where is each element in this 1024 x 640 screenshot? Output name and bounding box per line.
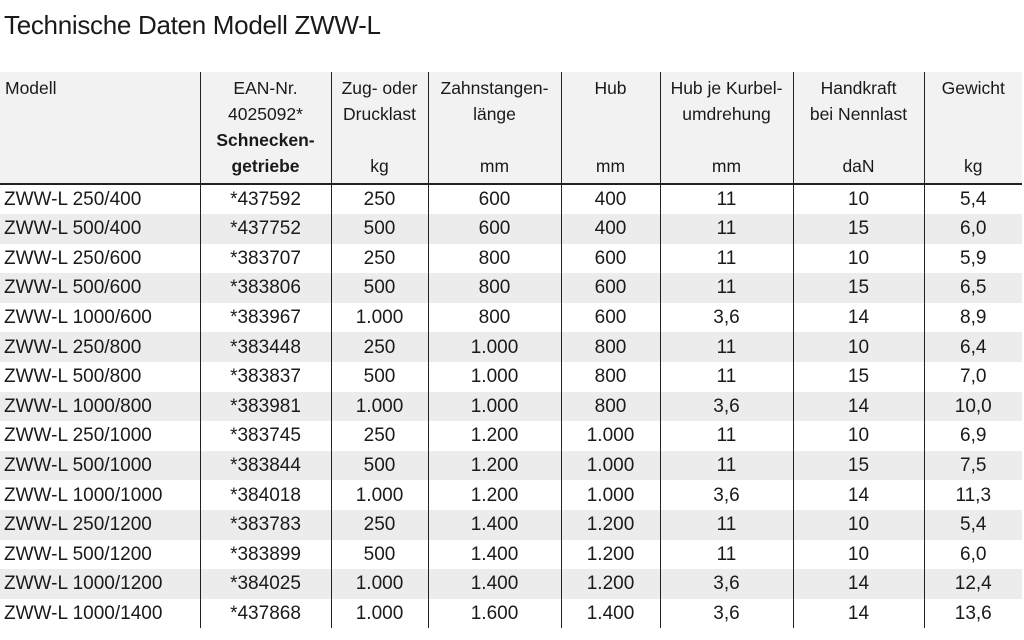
cell-zahnstangenlaenge: 1.400 <box>428 540 561 570</box>
cell-zahnstangenlaenge: 1.600 <box>428 599 561 629</box>
column-header-label: Gewicht <box>941 78 1005 98</box>
cell-hub-je-kurbelumdrehung: 3,6 <box>660 599 793 629</box>
cell-hub: 1.200 <box>561 540 660 570</box>
table-row <box>0 244 1022 274</box>
cell-ean-nr: *437752 <box>200 214 331 244</box>
column-header-label: Hub <box>594 78 627 98</box>
cell-hub-je-kurbelumdrehung: 11 <box>660 244 793 274</box>
cell-hub-je-kurbelumdrehung: 11 <box>660 451 793 481</box>
cell-modell: ZWW-L 500/600 <box>4 277 142 299</box>
column-header-gewicht <box>924 72 1022 184</box>
cell-zug-oder-drucklast: 500 <box>331 362 428 392</box>
table-row <box>0 451 1022 481</box>
column-header-subtitle: Schnecken- getriebe <box>216 130 315 176</box>
cell-modell: ZWW-L 1000/600 <box>4 307 152 329</box>
cell-hub: 800 <box>561 362 660 392</box>
cell-modell: ZWW-L 250/1200 <box>4 514 152 536</box>
cell-zahnstangenlaenge: 800 <box>428 303 561 333</box>
cell-gewicht: 6,4 <box>924 332 1022 362</box>
column-header-ean-nr <box>200 72 331 184</box>
cell-handkraft: 10 <box>793 540 924 570</box>
column-header-hub <box>561 72 660 184</box>
table-row <box>0 569 1022 599</box>
cell-gewicht: 6,0 <box>924 214 1022 244</box>
cell-ean-nr: *383783 <box>200 510 331 540</box>
cell-modell: ZWW-L 1000/1200 <box>4 573 163 595</box>
column-unit: mm <box>479 156 510 176</box>
cell-zahnstangenlaenge: 1.400 <box>428 569 561 599</box>
cell-modell: ZWW-L 500/800 <box>4 366 142 388</box>
column-header-label: Zahnstangen- länge <box>440 78 549 124</box>
cell-handkraft: 15 <box>793 451 924 481</box>
table-row <box>0 273 1022 303</box>
cell-handkraft: 10 <box>793 421 924 451</box>
cell-handkraft: 10 <box>793 184 924 214</box>
cell-hub-je-kurbelumdrehung: 3,6 <box>660 392 793 422</box>
cell-gewicht: 8,9 <box>924 303 1022 333</box>
cell-hub-je-kurbelumdrehung: 3,6 <box>660 480 793 510</box>
cell-zahnstangenlaenge: 1.200 <box>428 421 561 451</box>
cell-hub: 600 <box>561 273 660 303</box>
cell-zahnstangenlaenge: 600 <box>428 214 561 244</box>
cell-hub-je-kurbelumdrehung: 11 <box>660 184 793 214</box>
cell-modell: ZWW-L 1000/800 <box>4 395 152 417</box>
table-row <box>0 303 1022 333</box>
cell-zug-oder-drucklast: 1.000 <box>331 599 428 629</box>
cell-hub-je-kurbelumdrehung: 11 <box>660 332 793 362</box>
cell-gewicht: 5,4 <box>924 184 1022 214</box>
cell-handkraft: 14 <box>793 569 924 599</box>
cell-handkraft: 10 <box>793 510 924 540</box>
cell-hub: 600 <box>561 244 660 274</box>
column-header-label: Modell <box>5 78 57 98</box>
cell-ean-nr: *383745 <box>200 421 331 451</box>
cell-gewicht: 6,0 <box>924 540 1022 570</box>
cell-ean-nr: *383837 <box>200 362 331 392</box>
cell-ean-nr: *383448 <box>200 332 331 362</box>
cell-gewicht: 5,4 <box>924 510 1022 540</box>
column-unit: daN <box>842 156 875 176</box>
cell-zahnstangenlaenge: 1.000 <box>428 332 561 362</box>
cell-hub: 1.000 <box>561 480 660 510</box>
table-row <box>0 332 1022 362</box>
cell-zahnstangenlaenge: 1.000 <box>428 392 561 422</box>
column-unit: mm <box>595 156 626 176</box>
cell-handkraft: 15 <box>793 362 924 392</box>
cell-gewicht: 7,0 <box>924 362 1022 392</box>
cell-zug-oder-drucklast: 250 <box>331 421 428 451</box>
cell-gewicht: 12,4 <box>924 569 1022 599</box>
cell-modell: ZWW-L 250/800 <box>4 336 142 358</box>
cell-zug-oder-drucklast: 250 <box>331 184 428 214</box>
cell-handkraft: 15 <box>793 214 924 244</box>
cell-hub-je-kurbelumdrehung: 3,6 <box>660 303 793 333</box>
cell-zahnstangenlaenge: 600 <box>428 184 561 214</box>
cell-zahnstangenlaenge: 1.200 <box>428 451 561 481</box>
cell-gewicht: 5,9 <box>924 244 1022 274</box>
cell-ean-nr: *437868 <box>200 599 331 629</box>
cell-ean-nr: *384025 <box>200 569 331 599</box>
cell-hub-je-kurbelumdrehung: 11 <box>660 214 793 244</box>
cell-zahnstangenlaenge: 1.000 <box>428 362 561 392</box>
column-unit: kg <box>964 156 983 176</box>
cell-hub: 600 <box>561 303 660 333</box>
cell-ean-nr: *383707 <box>200 244 331 274</box>
table-row <box>0 540 1022 570</box>
table-row <box>0 214 1022 244</box>
cell-hub-je-kurbelumdrehung: 11 <box>660 421 793 451</box>
cell-handkraft: 14 <box>793 392 924 422</box>
cell-handkraft: 15 <box>793 273 924 303</box>
cell-zug-oder-drucklast: 500 <box>331 451 428 481</box>
cell-hub-je-kurbelumdrehung: 3,6 <box>660 569 793 599</box>
technical-data-table <box>0 72 1022 628</box>
cell-handkraft: 10 <box>793 332 924 362</box>
page-title: Technische Daten Modell ZWW-L <box>4 10 381 40</box>
column-header-label: Handkraft bei Nennlast <box>809 78 908 124</box>
table-row <box>0 599 1022 629</box>
cell-zug-oder-drucklast: 500 <box>331 540 428 570</box>
cell-hub: 400 <box>561 214 660 244</box>
cell-hub: 800 <box>561 392 660 422</box>
cell-modell: ZWW-L 250/400 <box>4 189 142 210</box>
cell-ean-nr: *437592 <box>200 184 331 214</box>
cell-modell: ZWW-L 500/1200 <box>4 543 152 565</box>
table-row <box>0 392 1022 422</box>
cell-gewicht: 11,3 <box>924 480 1022 510</box>
cell-gewicht: 6,9 <box>924 421 1022 451</box>
cell-handkraft: 14 <box>793 480 924 510</box>
column-unit: kg <box>370 156 389 176</box>
cell-modell: ZWW-L 1000/1400 <box>4 603 163 625</box>
cell-modell: ZWW-L 500/1000 <box>4 455 152 477</box>
cell-hub: 800 <box>561 332 660 362</box>
cell-modell: ZWW-L 500/400 <box>4 218 142 240</box>
cell-hub: 1.000 <box>561 451 660 481</box>
cell-ean-nr: *383967 <box>200 303 331 333</box>
cell-zug-oder-drucklast: 500 <box>331 214 428 244</box>
table-row <box>0 510 1022 540</box>
table-row <box>0 184 1022 214</box>
column-header-label: Zug- oder Drucklast <box>341 78 418 124</box>
cell-gewicht: 13,6 <box>924 599 1022 629</box>
cell-zug-oder-drucklast: 1.000 <box>331 392 428 422</box>
cell-modell: ZWW-L 250/1000 <box>4 425 152 447</box>
table-row <box>0 421 1022 451</box>
cell-zug-oder-drucklast: 250 <box>331 332 428 362</box>
cell-ean-nr: *384018 <box>200 480 331 510</box>
cell-gewicht: 7,5 <box>924 451 1022 481</box>
cell-hub: 1.200 <box>561 510 660 540</box>
cell-zug-oder-drucklast: 500 <box>331 273 428 303</box>
cell-zahnstangenlaenge: 800 <box>428 244 561 274</box>
cell-hub: 400 <box>561 184 660 214</box>
cell-ean-nr: *383806 <box>200 273 331 303</box>
cell-zahnstangenlaenge: 800 <box>428 273 561 303</box>
cell-hub: 1.200 <box>561 569 660 599</box>
cell-ean-nr: *383844 <box>200 451 331 481</box>
cell-zahnstangenlaenge: 1.400 <box>428 510 561 540</box>
cell-modell: ZWW-L 250/600 <box>4 247 142 269</box>
cell-hub-je-kurbelumdrehung: 11 <box>660 510 793 540</box>
column-unit: mm <box>711 156 742 176</box>
cell-hub: 1.000 <box>561 421 660 451</box>
cell-zug-oder-drucklast: 250 <box>331 510 428 540</box>
cell-gewicht: 10,0 <box>924 392 1022 422</box>
cell-hub: 1.400 <box>561 599 660 629</box>
header-row <box>0 72 1022 184</box>
column-header-hub-je-kurbelumdrehung <box>660 72 793 184</box>
cell-hub-je-kurbelumdrehung: 11 <box>660 362 793 392</box>
column-header-label: EAN-Nr. 4025092* <box>228 78 303 124</box>
cell-handkraft: 10 <box>793 244 924 274</box>
cell-handkraft: 14 <box>793 303 924 333</box>
cell-modell: ZWW-L 1000/1000 <box>4 484 163 506</box>
cell-hub-je-kurbelumdrehung: 11 <box>660 273 793 303</box>
cell-ean-nr: *383899 <box>200 540 331 570</box>
cell-handkraft: 14 <box>793 599 924 629</box>
cell-ean-nr: *383981 <box>200 392 331 422</box>
column-header-zug-oder-drucklast <box>331 72 428 184</box>
cell-zug-oder-drucklast: 1.000 <box>331 569 428 599</box>
table-row <box>0 362 1022 392</box>
cell-zug-oder-drucklast: 1.000 <box>331 303 428 333</box>
cell-zahnstangenlaenge: 1.200 <box>428 480 561 510</box>
column-header-zahnstangenlaenge <box>428 72 561 184</box>
table-row <box>0 480 1022 510</box>
cell-zug-oder-drucklast: 1.000 <box>331 480 428 510</box>
table-body <box>0 184 1022 628</box>
cell-hub-je-kurbelumdrehung: 11 <box>660 540 793 570</box>
column-header-label: Hub je Kurbel- umdrehung <box>670 78 783 124</box>
table-header <box>0 72 1022 184</box>
cell-zug-oder-drucklast: 250 <box>331 244 428 274</box>
column-header-modell <box>0 72 200 184</box>
column-header-handkraft <box>793 72 924 184</box>
cell-gewicht: 6,5 <box>924 273 1022 303</box>
